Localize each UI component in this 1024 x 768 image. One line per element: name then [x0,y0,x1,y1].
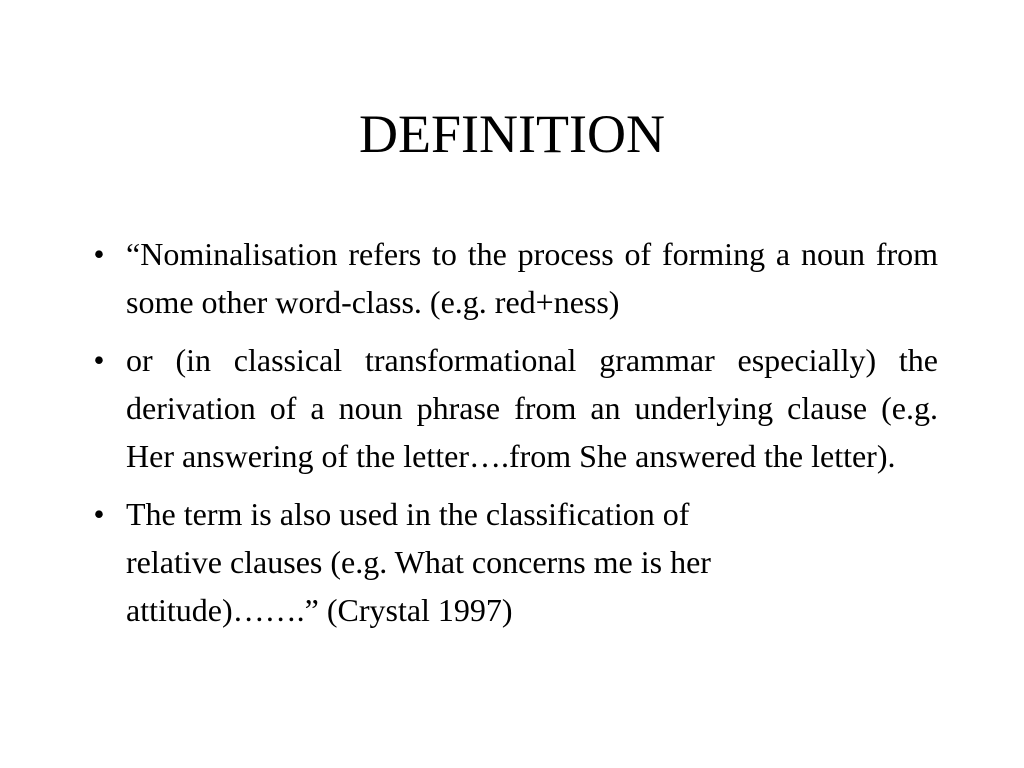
slide-title: DEFINITION [359,104,665,164]
bullet-item-3 [84,490,938,634]
bullet-text [126,490,938,634]
bullet-text: “Nominalisation refers to the process of forming a noun from some other word-class. (e.g. red+ness) [126,236,938,320]
bullet-marker: • [93,342,105,378]
bullet-text-line: relative clauses (e.g. What concerns me is her [126,544,711,580]
bullet-marker: • [93,236,105,272]
bullet-text: or (in classical transformational grammar especially) the derivation of a noun phrase from an underlying clause (e.g. Her answering of the letter….from She answered the letter). [126,342,938,474]
bullet-text-line: The term is also used in the classification of [126,496,690,532]
bullet-item-2 [84,336,938,480]
bullet-item-1 [84,230,938,326]
bullet-text-line: attitude)…….” (Crystal 1997) [126,592,513,628]
bullet-list [84,230,938,644]
bullet-marker: • [93,496,105,532]
